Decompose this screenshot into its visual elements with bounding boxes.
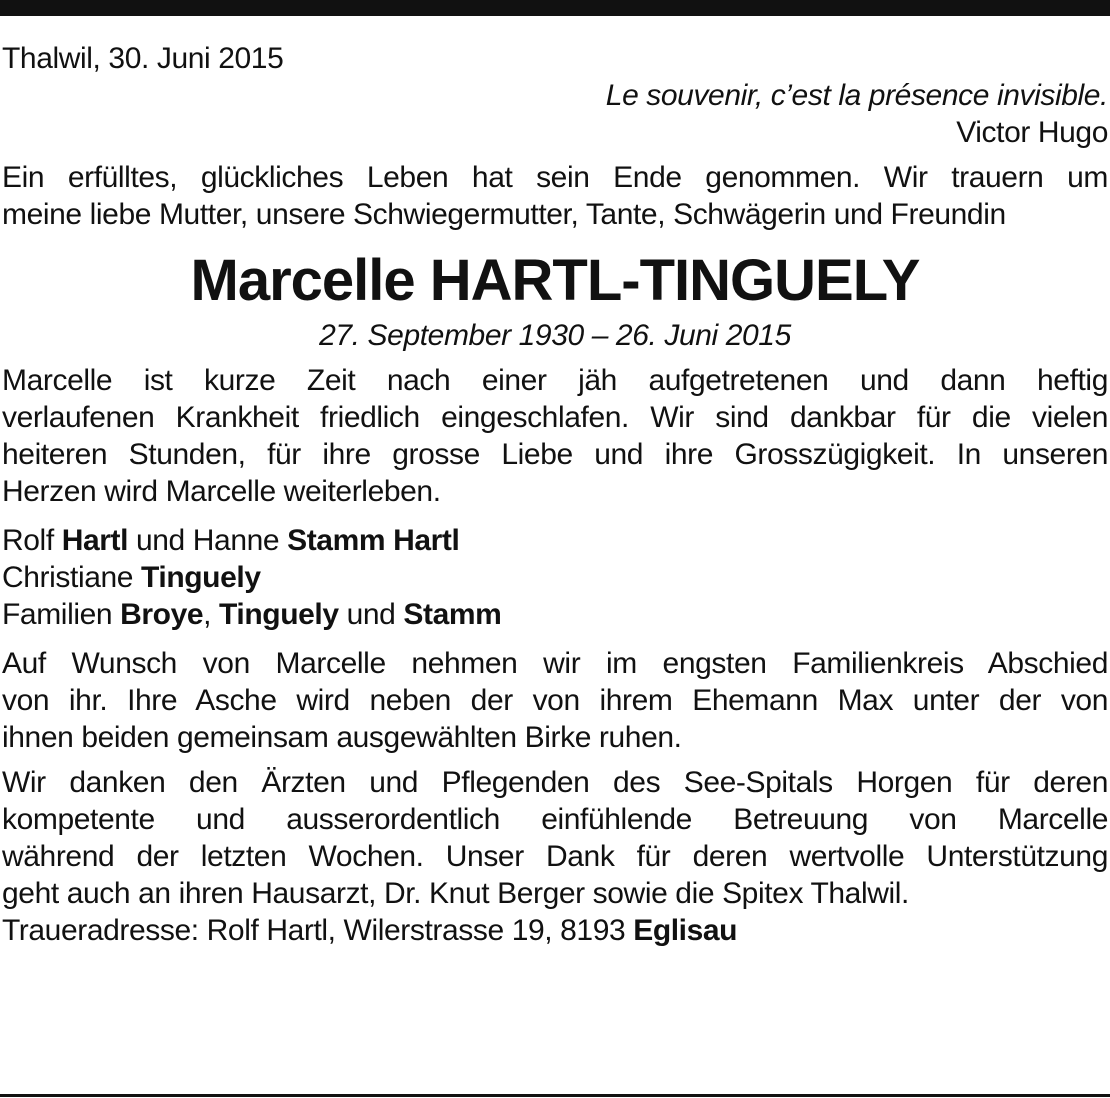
body2-line-1: Auf Wunsch von Marcelle nehmen wir im engsten Familienkreis Abschied bbox=[2, 647, 1108, 680]
intro-line-2: meine liebe Mutter, unsere Schwiegermutter, Tante, Schwägerin und Freundin bbox=[2, 198, 1006, 231]
bottom-border-rule bbox=[0, 1094, 1110, 1097]
body3-line-2: kompetente und ausserordentlich einfühlende Betreuung von Marcelle bbox=[2, 803, 1108, 836]
top-border-rule bbox=[0, 0, 1110, 16]
family-name: Stamm bbox=[403, 598, 502, 631]
life-dates: 27. September 1930 – 26. Juni 2015 bbox=[319, 319, 791, 352]
mourner-surname: Stamm Hartl bbox=[287, 524, 460, 557]
body1-line-4: Herzen wird Marcelle weiterleben. bbox=[2, 475, 441, 508]
body2-line-3: ihnen beiden gemeinsam ausgewählten Birke ruhen. bbox=[2, 721, 682, 754]
mourner-line-2: Christiane Tinguely bbox=[2, 561, 261, 594]
mourning-address: Traueradresse: Rolf Hartl, Wilerstrasse 19, 8193 Eglisau bbox=[2, 914, 738, 947]
body1-line-1: Marcelle ist kurze Zeit nach einer jäh aufgetretenen und dann heftig bbox=[2, 364, 1108, 397]
mourner-surname: Tinguely bbox=[141, 561, 261, 594]
body3-line-1: Wir danken den Ärzten und Pflegenden des See-Spitals Horgen für deren bbox=[2, 766, 1108, 799]
obituary-notice bbox=[2, 40, 1108, 949]
body3-line-4: geht auch an ihren Hausarzt, Dr. Knut Berger sowie die Spitex Thalwil. bbox=[2, 877, 909, 910]
mourner-line-1: Rolf Hartl und Hanne Stamm Hartl bbox=[2, 524, 460, 557]
family-name: Tinguely bbox=[219, 598, 339, 631]
family-name: Broye bbox=[120, 598, 204, 631]
intro-line-1: Ein erfülltes, glückliches Leben hat sein Ende genommen. Wir trauern um bbox=[2, 161, 1108, 194]
place-date: Thalwil, 30. Juni 2015 bbox=[2, 42, 284, 75]
mourner-line-3: Familien Broye, Tinguely und Stamm bbox=[2, 598, 502, 631]
quote-author: Victor Hugo bbox=[956, 116, 1108, 149]
quote-text: Le souvenir, c’est la présence invisible. bbox=[605, 79, 1108, 112]
body1-line-3: heiteren Stunden, für ihre grosse Liebe und ihre Grosszügigkeit. In unseren bbox=[2, 438, 1108, 471]
mourner-surname: Hartl bbox=[61, 524, 129, 557]
body3-line-3: während der letzten Wochen. Unser Dank für deren wertvolle Unterstützung bbox=[2, 840, 1108, 873]
deceased-name: Marcelle HARTL-TINGUELY bbox=[190, 248, 920, 313]
address-town: Eglisau bbox=[633, 914, 738, 947]
body2-line-2: von ihr. Ihre Asche wird neben der von ihrem Ehemann Max unter der von bbox=[2, 684, 1108, 717]
body1-line-2: verlaufenen Krankheit friedlich eingeschlafen. Wir sind dankbar für die vielen bbox=[2, 401, 1108, 434]
